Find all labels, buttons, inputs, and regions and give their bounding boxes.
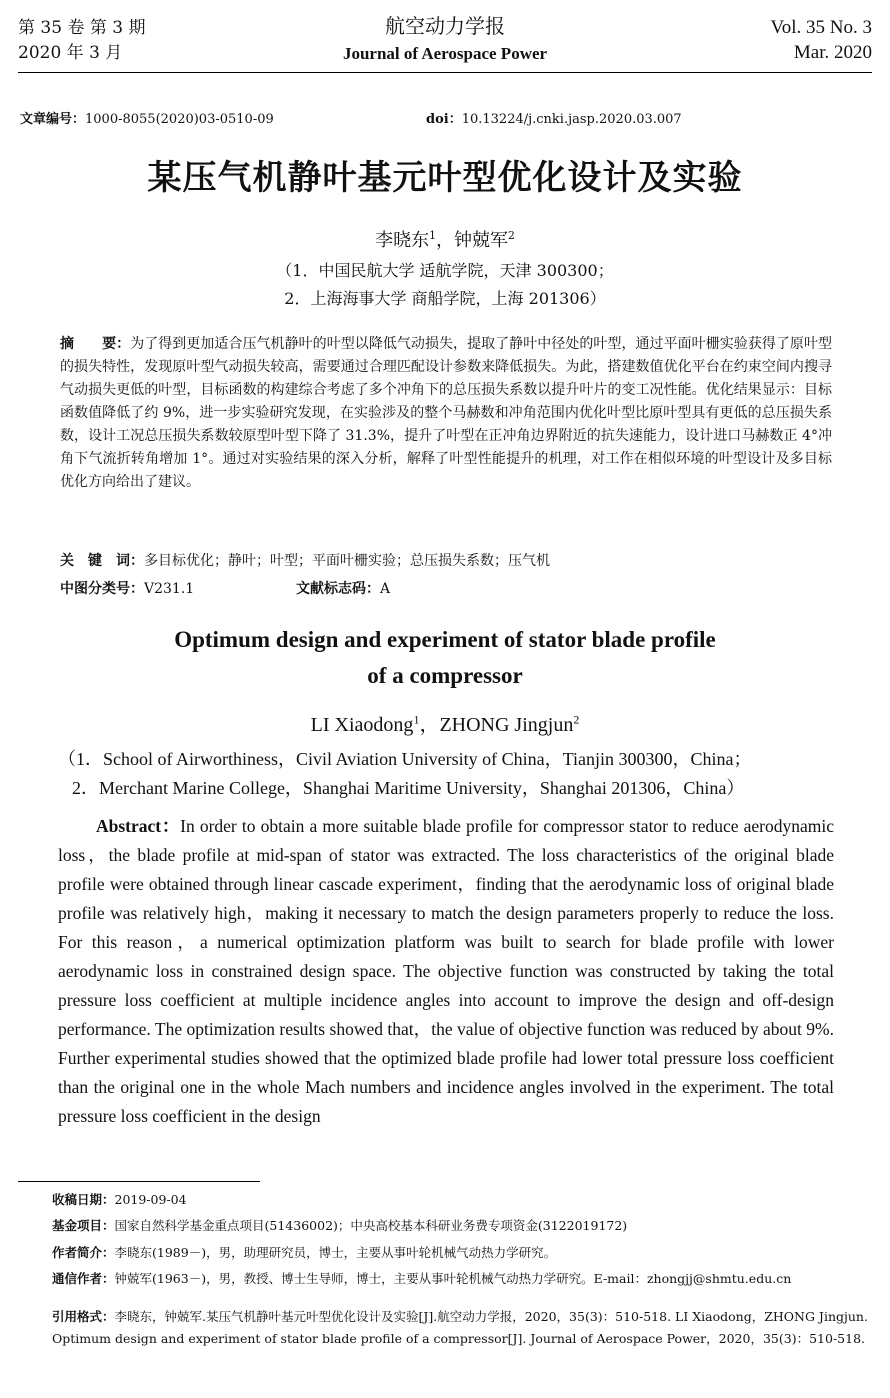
corresponding-text: 钟兢军(1963－)，男，教授、博士生导师，博士，主要从事叶轮机械气动热力学研究。E-mail：zhongjj@shmtu.edu.cn [114,1271,792,1286]
author-1-cn: 李晓东 [375,230,430,251]
author-2-en-affil-mark: 2 [573,712,580,727]
author-2-en: ZHONG Jingjun [439,714,574,736]
article-number [20,108,274,127]
journal-name-cn: 航空动力学报 [385,14,505,38]
affiliation-cn-2: 2．上海海事大学 商船学院，上海 201306） [284,289,606,308]
author-2-cn: 钟兢军 [454,230,508,251]
footnote-citation [52,1306,872,1350]
fund-text: 国家自然科学基金重点项目(51436002)；中央高校基本科研业务费专项资金(3122019172) [114,1218,628,1233]
clc-number [60,578,194,598]
doc-code-label: 文献标志码： [296,581,380,597]
citation-text: 李晓东，钟兢军.某压气机静叶基元叶型优化设计及实验[J].航空动力学报，2020，35(3)：510-518. LI Xiaodong，ZHONG Jingjun. Optimum design and experiment of stator blade profile of a compressor[J]. Journal of Aerospace Power，2020，35(3)：510-518. [52,1309,868,1346]
citation-label: 引用格式： [52,1309,115,1324]
footnote-author-bio [52,1239,872,1267]
journal-volume-issue: 第 35 卷 第 3 期 [18,18,146,38]
abstract-cn-label: 摘 要： [60,336,131,352]
abstract-cn [60,333,832,494]
paper-title-en-line1: Optimum design and experiment of stator blade profile [174,627,716,652]
authors-cn [0,226,890,252]
footnote-corresponding [52,1265,872,1293]
keywords-cn-label: 关 键 词： [60,553,144,569]
author-separator: ， [436,230,454,251]
author-1-en-affil-mark: 1 [413,712,420,727]
received-label: 收稿日期： [52,1192,115,1207]
received-date: 2019-09-04 [114,1192,187,1207]
doc-code-value: A [380,581,391,597]
fund-label: 基金项目： [52,1218,115,1233]
footnote-fund [52,1212,872,1240]
paper-title-cn: 某压气机静叶基元叶型优化设计及实验 [147,158,743,198]
keywords-cn-text: 多目标优化；静叶；叶型；平面叶栅实验；总压损失系数；压气机 [144,553,550,569]
abstract-en [58,812,834,1131]
doi-label: doi： [426,112,462,127]
header-rule [18,72,872,73]
author-1-affil-mark: 1 [429,229,436,242]
authors-en [0,708,890,737]
footnote-rule [18,1181,260,1182]
clc-value: V231.1 [144,581,195,597]
journal-name-en: Journal of Aerospace Power [342,44,548,63]
author-bio-text: 李晓东(1989－)，男，助理研究员，博士，主要从事叶轮机械气动热力学研究。 [114,1245,557,1260]
doi [426,108,682,127]
corresponding-label: 通信作者： [52,1271,115,1286]
author-bio-label: 作者简介： [52,1245,115,1260]
journal-volume-en: Vol. 35 No. 3 [770,17,872,38]
article-number-value: 1000-8055(2020)03-0510-09 [85,112,274,127]
paper-title-en-line2: of a compressor [367,663,523,688]
abstract-cn-text: 为了得到更加适合压气机静叶的叶型以降低气动损失，提取了静叶中径处的叶型，通过平面叶栅实验获得了原叶型的损失特性，发现原叶型气动损失较高，需要通过合理匹配设计参数来降低损失。为此，搭建数值优化平台在约束空间内搜寻气动损失更低的叶型，目标函数的构建综合考虑了多个冲角下的总压损失系数以提升叶片的变工况性能。优化结果显示：目标函数值降低了约 9%，进一步实验研究发现，在实验涉及的整个马赫数和冲角范围内优化叶型比原叶型具有更低的总压损失系数，设计工况总压损失系数较原型叶型下降了 31.3%，提升了叶型在正冲角边界附近的抗失速能力，设计进口马赫数正 4°冲角下气流折转角增加 1°。通过对实验结果的深入分析，解释了叶型性能提升的机理，对工作在相似环境的叶型设计及多目标优化方向给出了建议。 [60,336,832,490]
footnote-received [52,1186,872,1214]
author-1-en: LI Xiaodong [310,714,414,736]
author-en-separator: ， [419,714,440,736]
abstract-en-text: In order to obtain a more suitable blade profile for compressor stator to reduce aerodynamic loss，the blade profile at mid-span of stator was extracted. The loss characteristics of the original blade profile were obtained through linear cascade experiment，finding that the aerodynamic loss of original blade profile was relatively high，making it necessary to match the design parameters properly to reduce the loss. For this reason，a numerical optimization platform was built to search for blade profile with lower aerodynamic loss in constrained design space. The objective function was constructed by taking the total pressure loss coefficient at multiple incidence angles into account to improve the design and off-design performance. The optimization results showed that，the value of objective function was reduced by about 9%. Further experimental studies showed that the optimized blade profile had lower total pressure loss coefficient than the original one in the whole Mach numbers and incidence angles involved in the experiment. The total pressure loss coefficient in the design [58,816,834,1126]
author-2-affil-mark: 2 [508,229,515,242]
journal-date-cn: 2020 年 3 月 [18,43,123,63]
affiliation-en-2: 2．Merchant Marine College，Shanghai Maritime University，Shanghai 201306，China） [72,778,745,798]
clc-label: 中图分类号： [60,581,144,597]
affiliation-en-1: （1．School of Airworthiness，Civil Aviation University of China，Tianjin 300300，China； [58,749,752,769]
keywords-cn [60,550,550,570]
affiliation-cn-1: （1．中国民航大学 适航学院，天津 300300； [276,261,614,280]
journal-date-en: Mar. 2020 [793,42,872,63]
doi-value[interactable]: 10.13224/j.cnki.jasp.2020.03.007 [461,112,682,127]
article-number-label: 文章编号： [20,112,86,127]
abstract-en-label: Abstract： [96,816,181,836]
document-code [296,578,390,598]
